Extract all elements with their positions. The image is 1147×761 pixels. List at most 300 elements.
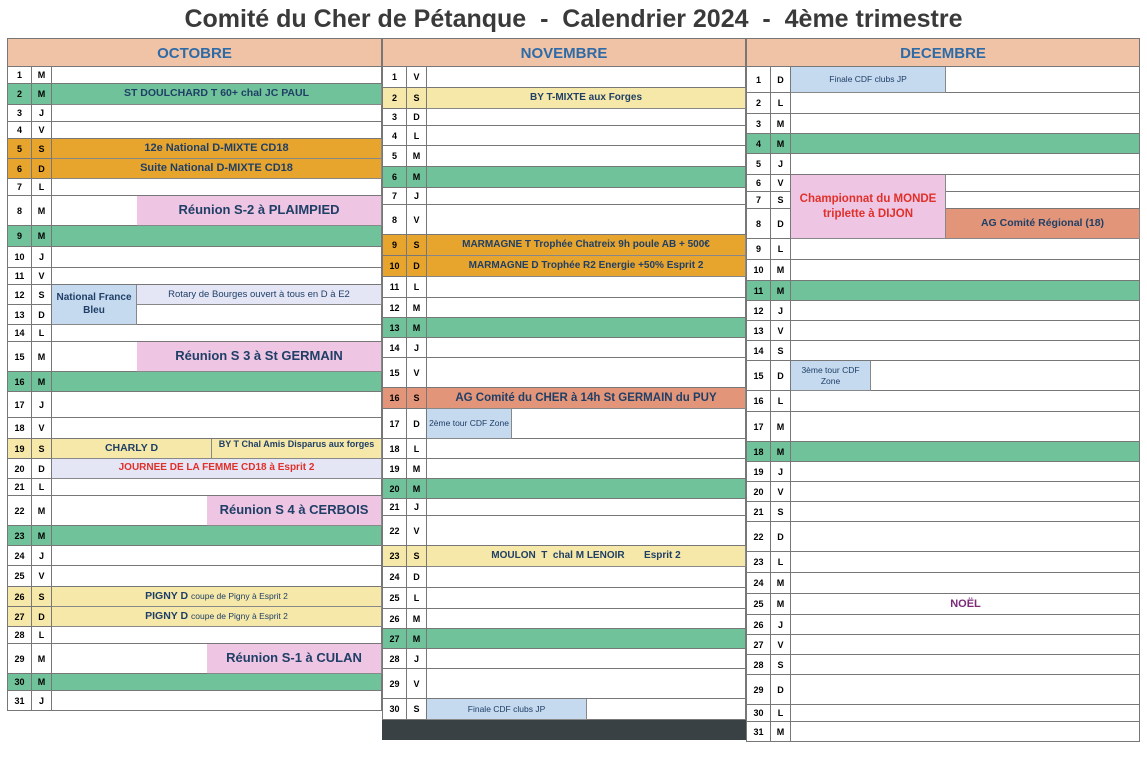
day-letter: M [771,114,791,134]
day-number: 30 [382,699,407,720]
day-row [7,566,382,587]
day-cell [427,146,746,167]
day-letter: V [407,669,427,699]
event-oct-26-detail: coupe de Pigny à Esprit 2 [191,591,288,602]
day-letter: D [407,256,427,277]
day-letter: D [407,409,427,439]
day-number: 18 [7,418,32,439]
day-number: 25 [746,594,771,615]
day-row [382,358,746,388]
event-nov-9: MARMAGNE T Trophée Chatreix 9h poule AB + 500€ [427,235,746,256]
event-nov-16: AG Comité du CHER à 14h St GERMAIN du PUY [427,388,746,409]
day-cell [791,134,1140,154]
day-number: 11 [746,281,771,301]
day-letter: S [32,587,52,607]
day-number: 13 [746,321,771,341]
day-number: 24 [382,567,407,588]
day-row [7,247,382,268]
day-letter: D [771,361,791,391]
day-cell [52,268,382,285]
day-number: 30 [746,705,771,722]
day-letter: M [407,609,427,629]
event-oct-19-charly: CHARLY D [52,439,212,459]
event-nov-30: Finale CDF clubs JP [427,699,587,720]
day-letter: M [771,281,791,301]
day-letter: S [32,285,52,305]
day-cell [52,566,382,587]
day-cell [427,499,746,516]
day-cell [791,114,1140,134]
day-number: 18 [382,439,407,459]
day-cell [52,372,382,392]
day-number: 16 [746,391,771,412]
day-cell [427,167,746,188]
day-number: 1 [382,67,407,88]
day-letter: M [771,260,791,281]
day-letter: L [407,588,427,609]
day-row [382,588,746,609]
day-number: 5 [746,154,771,175]
day-number: 25 [7,566,32,587]
day-number: 7 [7,179,32,196]
day-letter: V [32,418,52,439]
day-letter: M [771,412,791,442]
event-oct-22: Réunion S 4 à CERBOIS [207,496,382,526]
day-number: 5 [7,139,32,159]
day-row [382,188,746,205]
day-number: 20 [7,459,32,479]
day-cell [791,281,1140,301]
day-letter: M [407,479,427,499]
day-number: 10 [746,260,771,281]
day-row [746,655,1140,675]
event-oct-2: ST DOULCHARD T 60+ chal JC PAUL [52,84,382,105]
day-row [7,392,382,418]
day-cell [52,627,382,644]
day-cell [52,479,382,496]
day-number: 31 [7,691,32,711]
day-number: 8 [7,196,32,226]
day-cell [791,705,1140,722]
day-cell [791,321,1140,341]
day-number: 13 [7,305,32,325]
day-letter: M [407,298,427,318]
day-row [7,67,382,84]
day-cell [791,93,1140,114]
day-row [746,675,1140,705]
day-cell [52,325,382,342]
day-number: 8 [746,209,771,239]
day-number: 29 [382,669,407,699]
day-number: 5 [382,146,407,167]
day-number: 6 [746,175,771,192]
day-letter: D [771,209,791,239]
day-row [746,239,1140,260]
day-row [746,522,1140,552]
day-number: 13 [382,318,407,338]
day-letter: D [32,305,52,325]
day-number: 23 [382,546,407,567]
day-cell [427,609,746,629]
day-letter: D [32,607,52,627]
day-number: 19 [7,439,32,459]
day-number: 20 [746,482,771,502]
day-cell [52,105,382,122]
day-letter: M [407,459,427,479]
day-cell [791,552,1140,573]
day-letter: M [32,342,52,372]
day-row [7,372,382,392]
day-number: 18 [746,442,771,462]
day-number: 12 [7,285,32,305]
event-oct-19-by: BY T Chal Amis Disparus aux forges [212,439,382,459]
day-letter: M [407,167,427,188]
day-cell [427,588,746,609]
day-number: 14 [746,341,771,361]
day-number: 24 [746,573,771,594]
day-cell [791,573,1140,594]
day-number: 10 [7,247,32,268]
page-title: Comité du Cher de Pétanque - Calendrier 2024 - 4ème trimestre [184,5,963,33]
day-number: 9 [7,226,32,247]
day-cell [791,522,1140,552]
day-row [7,179,382,196]
day-number: 17 [746,412,771,442]
day-letter: M [32,372,52,392]
day-letter: S [771,192,791,209]
event-oct-26-title: PIGNY D [145,589,189,602]
day-number: 22 [382,516,407,546]
day-row [382,669,746,699]
day-row [746,281,1140,301]
day-letter: V [771,635,791,655]
day-cell [791,482,1140,502]
day-letter: S [32,139,52,159]
day-letter: L [407,439,427,459]
day-row [7,418,382,439]
day-letter: J [407,338,427,358]
day-cell [52,418,382,439]
day-number: 17 [382,409,407,439]
day-number: 11 [382,277,407,298]
day-row [7,526,382,546]
day-row [382,67,746,88]
day-cell [427,629,746,649]
day-row [382,609,746,629]
day-number: 11 [7,268,32,285]
day-number: 14 [382,338,407,358]
event-oct-15: Réunion S 3 à St GERMAIN [137,342,382,372]
event-dec-8: AG Comité Régional (18) [946,209,1140,239]
day-row [382,205,746,235]
day-row [746,134,1140,154]
day-number: 2 [382,88,407,109]
dark-filler-bar [382,720,746,740]
day-letter: J [32,105,52,122]
day-number: 15 [7,342,32,372]
day-cell [427,459,746,479]
day-cell [791,615,1140,635]
event-oct-5: 12e National D-MIXTE CD18 [52,139,382,159]
day-row [382,567,746,588]
day-number: 9 [746,239,771,260]
day-number: 26 [7,587,32,607]
day-letter: M [771,442,791,462]
day-number: 17 [7,392,32,418]
day-row [746,552,1140,573]
event-nov-2: BY T-MIXTE aux Forges [427,88,746,109]
day-row [382,146,746,167]
day-cell [52,226,382,247]
day-number: 2 [746,93,771,114]
day-letter: V [771,482,791,502]
event-nov-10: MARMAGNE D Trophée R2 Energie +50% Esprit 2 [427,256,746,277]
month-header-novembre: NOVEMBRE [382,38,746,67]
day-letter: M [771,722,791,742]
day-row [746,573,1140,594]
day-letter: J [32,691,52,711]
day-cell [427,298,746,318]
day-number: 1 [7,67,32,84]
event-dec-15: 3ème tour CDF Zone [791,361,871,391]
day-number: 25 [382,588,407,609]
day-letter: L [771,391,791,412]
event-oct-12-national-france-bleu: National France Bleu [52,285,137,325]
day-number: 15 [382,358,407,388]
day-row [746,482,1140,502]
day-number: 7 [746,192,771,209]
month-header-decembre: DECEMBRE [746,38,1140,67]
day-letter: V [32,268,52,285]
day-row [746,412,1140,442]
day-row [382,126,746,146]
day-number: 26 [382,609,407,629]
day-number: 30 [7,674,32,691]
day-letter: M [32,526,52,546]
day-cell [427,358,746,388]
day-row [382,109,746,126]
day-cell [791,442,1140,462]
day-cell [791,260,1140,281]
day-number: 24 [7,546,32,566]
day-letter: D [407,567,427,588]
event-dec-25: NOËL [950,597,981,610]
day-letter: M [32,196,52,226]
day-row [746,705,1140,722]
day-row [7,268,382,285]
day-cell [52,179,382,196]
day-number: 10 [382,256,407,277]
day-row [746,301,1140,321]
day-letter: V [407,67,427,88]
day-number: 21 [746,502,771,522]
event-oct-6: Suite National D-MIXTE CD18 [52,159,382,179]
day-letter: D [771,67,791,93]
day-letter: L [32,479,52,496]
day-letter: D [32,159,52,179]
day-row [746,442,1140,462]
day-letter: S [407,88,427,109]
day-letter: M [32,496,52,526]
day-cell [52,247,382,268]
day-number: 27 [382,629,407,649]
day-number: 16 [382,388,407,409]
day-row [7,226,382,247]
day-cell [427,67,746,88]
day-row [382,318,746,338]
event-nov-17: 2ème tour CDF Zone [427,409,512,439]
day-number: 29 [746,675,771,705]
day-row [382,516,746,546]
day-number: 31 [746,722,771,742]
day-letter: J [407,188,427,205]
day-number: 23 [7,526,32,546]
day-letter: V [407,205,427,235]
day-letter: J [407,499,427,516]
day-cell [791,154,1140,175]
day-letter: D [771,522,791,552]
day-letter: J [771,615,791,635]
day-cell [427,669,746,699]
day-row [746,321,1140,341]
day-cell [791,391,1140,412]
day-row [746,462,1140,482]
day-cell [427,567,746,588]
day-row [746,260,1140,281]
day-number: 22 [7,496,32,526]
day-cell [52,392,382,418]
day-letter: D [407,109,427,126]
day-number: 12 [746,301,771,321]
day-number: 23 [746,552,771,573]
day-row [746,341,1140,361]
day-number: 21 [382,499,407,516]
day-row [746,93,1140,114]
day-row [7,479,382,496]
day-number: 1 [746,67,771,93]
day-letter: L [771,93,791,114]
day-cell [427,126,746,146]
event-oct-29: Réunion S-1 à CULAN [207,644,382,674]
day-cell [791,462,1140,482]
day-letter: J [771,154,791,175]
day-letter: V [407,358,427,388]
day-number: 19 [382,459,407,479]
day-cell [427,479,746,499]
day-number: 12 [382,298,407,318]
event-dec-1: Finale CDF clubs JP [791,67,946,93]
day-number: 4 [7,122,32,139]
day-row [746,502,1140,522]
day-number: 29 [7,644,32,674]
day-row [746,615,1140,635]
day-row [746,722,1140,742]
day-letter: J [407,649,427,669]
day-cell [791,675,1140,705]
day-letter: V [32,566,52,587]
day-cell [427,649,746,669]
day-number: 6 [382,167,407,188]
day-letter: M [32,674,52,691]
day-cell [791,655,1140,675]
event-nov-23: MOULON T chal M LENOIR Esprit 2 [427,546,746,567]
day-letter: S [407,388,427,409]
day-number: 28 [382,649,407,669]
day-letter: V [32,122,52,139]
day-letter: V [407,516,427,546]
day-letter: J [32,247,52,268]
day-letter: D [32,459,52,479]
day-row [7,674,382,691]
day-cell [791,239,1140,260]
day-number: 22 [746,522,771,552]
day-row [382,459,746,479]
day-letter: S [407,699,427,720]
day-row [746,114,1140,134]
day-letter: M [32,226,52,247]
day-number: 27 [7,607,32,627]
day-letter: M [771,594,791,615]
day-number: 3 [382,109,407,126]
day-letter: S [771,341,791,361]
day-cell [427,338,746,358]
day-row [382,298,746,318]
day-row [746,154,1140,175]
day-letter: M [32,644,52,674]
day-cell [791,502,1140,522]
day-row [7,691,382,711]
day-number: 21 [7,479,32,496]
event-oct-12-rotary: Rotary de Bourges ouvert à tous en D à E2 [137,285,382,305]
day-cell [427,439,746,459]
day-number: 20 [382,479,407,499]
day-letter: M [32,84,52,105]
day-cell [52,691,382,711]
day-letter: S [771,502,791,522]
day-letter: L [771,239,791,260]
day-letter: L [407,126,427,146]
day-letter: J [771,301,791,321]
day-letter: V [771,175,791,192]
day-cell [52,674,382,691]
day-number: 27 [746,635,771,655]
day-row [7,105,382,122]
day-number: 7 [382,188,407,205]
day-row [7,546,382,566]
day-cell [791,412,1140,442]
day-letter: S [407,546,427,567]
day-letter: J [771,462,791,482]
event-oct-8: Réunion S-2 à PLAIMPIED [137,196,382,226]
day-row [746,391,1140,412]
day-number: 3 [7,105,32,122]
day-letter: L [771,552,791,573]
day-row [746,635,1140,655]
day-letter: M [771,134,791,154]
day-number: 26 [746,615,771,635]
day-row [7,325,382,342]
day-letter: V [771,321,791,341]
day-row [382,439,746,459]
day-number: 4 [382,126,407,146]
month-header-octobre: OCTOBRE [7,38,382,67]
event-oct-26 [52,587,382,607]
day-cell [52,526,382,546]
day-cell [791,635,1140,655]
day-number: 8 [382,205,407,235]
day-cell [52,546,382,566]
day-letter: M [771,573,791,594]
